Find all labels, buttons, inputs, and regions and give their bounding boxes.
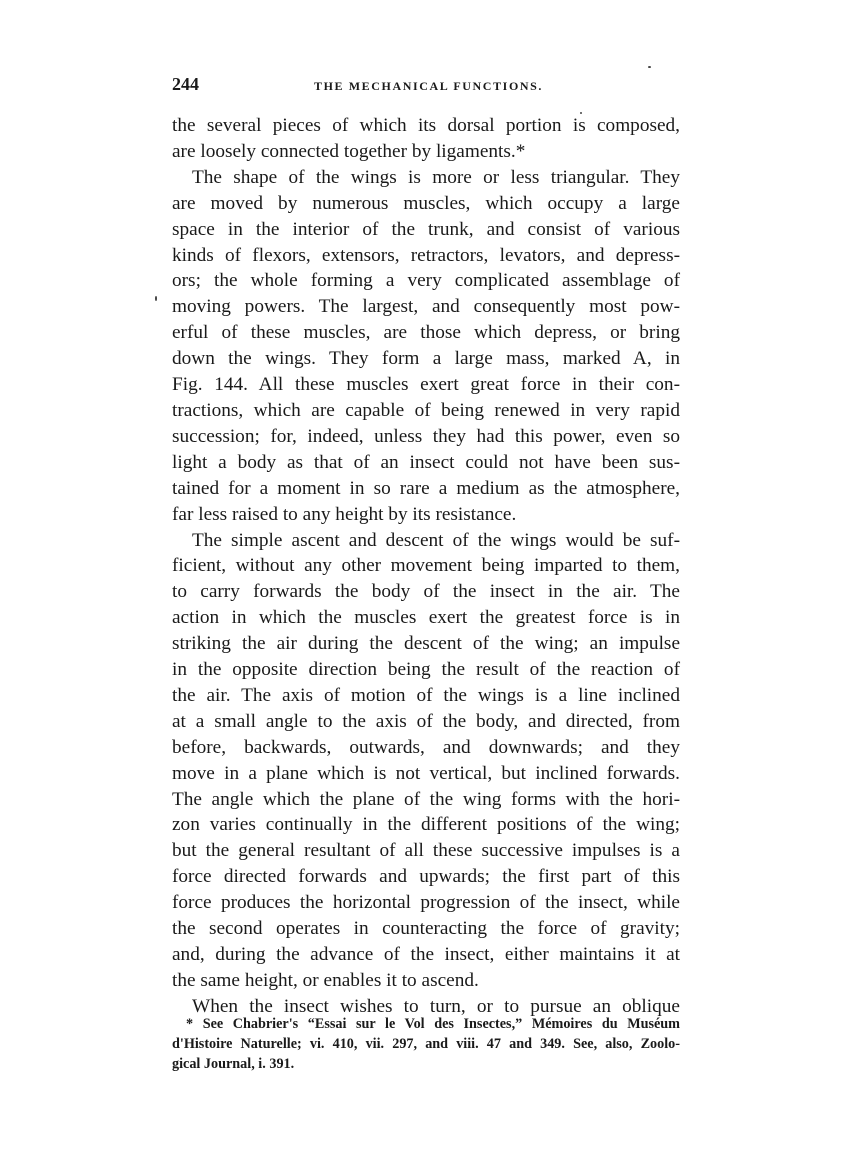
text-line: and, during the advance of the insect, either maintains it at: [172, 944, 680, 965]
text-line: force directed forwards and upwards; the first part of this: [172, 866, 680, 888]
page-number: 244: [172, 74, 199, 94]
text-line: action in which the muscles exert the greatest force is in: [172, 607, 680, 629]
text-line: The angle which the plane of the wing forms with the hori-: [172, 788, 680, 810]
text-line: The shape of the wings is more or less triangular. They: [192, 166, 680, 188]
footnote: [172, 1014, 680, 1074]
text-line: Fig. 144. All these muscles exert great force in their con-: [172, 374, 680, 396]
text-line: move in a plane which is not vertical, but inclined forwards.: [172, 762, 680, 784]
text-line: zon varies continually in the different positions of the wing;: [172, 814, 680, 836]
text-line: but the general resultant of all these successive impulses is a: [172, 840, 680, 862]
text-line: in the opposite direction being the result of the reaction of: [172, 659, 680, 681]
text-line: light a body as that of an insect could not have been sus-: [172, 451, 680, 473]
text-line: succession; for, indeed, unless they had this power, even so: [172, 425, 680, 447]
text-line: striking the air during the descent of the wing; an impulse: [172, 633, 680, 655]
text-line: erful of these muscles, are those which depress, or bring: [172, 322, 680, 344]
text-line: the same height, or enables it to ascend.: [172, 969, 479, 991]
text-line: When the insect wishes to turn, or to pursue an oblique: [192, 995, 680, 1017]
ink-speck: [155, 296, 157, 301]
text-line: ors; the whole forming a very complicated assemblage of: [172, 270, 680, 292]
body-text: [172, 113, 680, 1020]
text-line: at a small angle to the axis of the body, and directed, from: [172, 710, 680, 732]
text-line: before, backwards, outwards, and downwards; and they: [172, 736, 680, 758]
text-line: tractions, which are capable of being renewed in very rapid: [172, 399, 680, 421]
text-line: moving powers. The largest, and consequently most pow-: [172, 296, 680, 318]
text-line: to carry forwards the body of the insect in the air. The: [172, 581, 680, 603]
text-line: are loosely connected together by ligaments.*: [172, 140, 526, 162]
text-line: down the wings. They form a large mass, marked A, in: [172, 348, 680, 370]
ink-speck: [648, 66, 651, 68]
running-head: THE MECHANICAL FUNCTIONS.: [314, 79, 544, 93]
text-line: The simple ascent and descent of the wings would be suf-: [192, 529, 680, 551]
page-header: [172, 74, 684, 98]
text-line: far less raised to any height by its resistance.: [172, 503, 517, 525]
text-line: ficient, without any other movement being imparted to them,: [172, 555, 680, 577]
footnote-line: d'Histoire Naturelle; vi. 410, vii. 297, and viii. 47 and 349. See, also, Zoolo-: [172, 1036, 680, 1052]
footnote-line: * See Chabrier's “Essai sur le Vol des Insectes,” Mémoires du Muséum: [186, 1016, 680, 1032]
text-line: the several pieces of which its dorsal portion is composed,: [172, 115, 680, 136]
text-line: space in the interior of the trunk, and consist of various: [172, 218, 680, 240]
text-line: kinds of flexors, extensors, retractors, levators, and depress-: [172, 244, 680, 266]
footnote-line: gical Journal, i. 391.: [172, 1056, 295, 1072]
text-line: the second operates in counteracting the force of gravity;: [172, 918, 680, 940]
text-line: the air. The axis of motion of the wings is a line inclined: [172, 684, 680, 706]
text-line: tained for a moment in so rare a medium as the atmosphere,: [172, 477, 680, 499]
text-line: are moved by numerous muscles, which occupy a large: [172, 192, 680, 214]
text-line: force produces the horizontal progression of the insect, while: [172, 892, 680, 914]
